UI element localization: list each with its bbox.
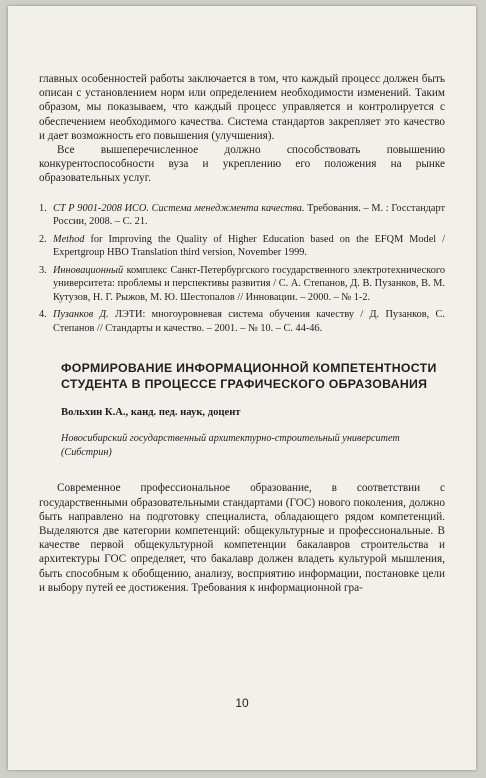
reference-text: СТ Р 9001-2008 ИСО. Система менеджмента качества. Требования. – М. : Госстандарт России, 2008. – С. 21.: [53, 202, 445, 228]
book-page: [8, 6, 476, 770]
article-affiliation: Новосибирский государственный архитектурно-строительный университет (Сибстрин): [61, 433, 400, 458]
reference-item: [39, 233, 445, 260]
article-body: Современное профессиональное образование, в соответствии с государственными образовательными стандартами (ГОС) нового поколения, должно быть направлено на подготовку специалиста, обладающего рядом компетенций. Выделяются две категории компетенций: общекультурные и профессиональные. В качестве первой общекультурной компетенции бакалавров строительства и архитектуры ГОС определяет, что бакалавр должен владеть культурой мышления, быть способным к обобщению, анализу, восприятию информации, постановке цели и выбору путей ее достижения. Требования к информационной гра-: [39, 482, 445, 594]
reference-list: [39, 202, 445, 336]
intro-paragraph: главных особенностей работы заключается в том, что каждый процесс должен быть описан с установлением норм или определением необходимости изменений. Таким образом, мы показываем, что каждый процесс управляется и контролируется с обеспечением необходимого качества. Система стандартов закрепляет это качество и дает возможность его повышения (улучшения).: [39, 73, 445, 142]
article-author: Вольхин К.А., канд. пед. наук, доцент: [61, 407, 241, 419]
reference-item: [39, 308, 445, 335]
reference-number: 1.: [39, 202, 47, 214]
reference-item: [39, 264, 445, 305]
reference-text: Пузанков Д. ЛЭТИ: многоуровневая система обучения качеству / Д. Пузанков, С. Степанов // Стандарты и качество. – 2001. – № 10. – С. 44-46.: [53, 309, 445, 334]
reference-text: Method for Improving the Quality of Higher Education based on the EFQM Model / Expertgroup HBO Translation third version, November 1999.: [53, 233, 445, 259]
reference-number: 3.: [39, 264, 47, 276]
article-title: ФОРМИРОВАНИЕ ИНФОРМАЦИОННОЙ КОМПЕТЕНТНОСТИ СТУДЕНТА В ПРОЦЕССЕ ГРАФИЧЕСКОГО ОБРАЗОВАНИЯ: [61, 361, 437, 391]
reference-number: 2.: [39, 233, 47, 245]
page-number: 10: [235, 696, 249, 710]
page-content: [39, 72, 445, 595]
reference-item: [39, 202, 445, 229]
intro-paragraph: Все вышеперечисленное должно способствовать повышению конкурентоспособности вуза и укреплению его положения на рынке образовательных услуг.: [39, 144, 445, 185]
reference-text: Инновационный комплекс Санкт-Петербургского государственного электротехнического университета: проблемы и перспективы развития / С. А. Степанов, Д. В. Пузанков, В. М. Кутузов, Н. Г. Рыжов, М. Ю. Шестопалов // Инновации. – 2000. – № 1-2.: [53, 264, 445, 303]
reference-number: 4.: [39, 309, 47, 321]
